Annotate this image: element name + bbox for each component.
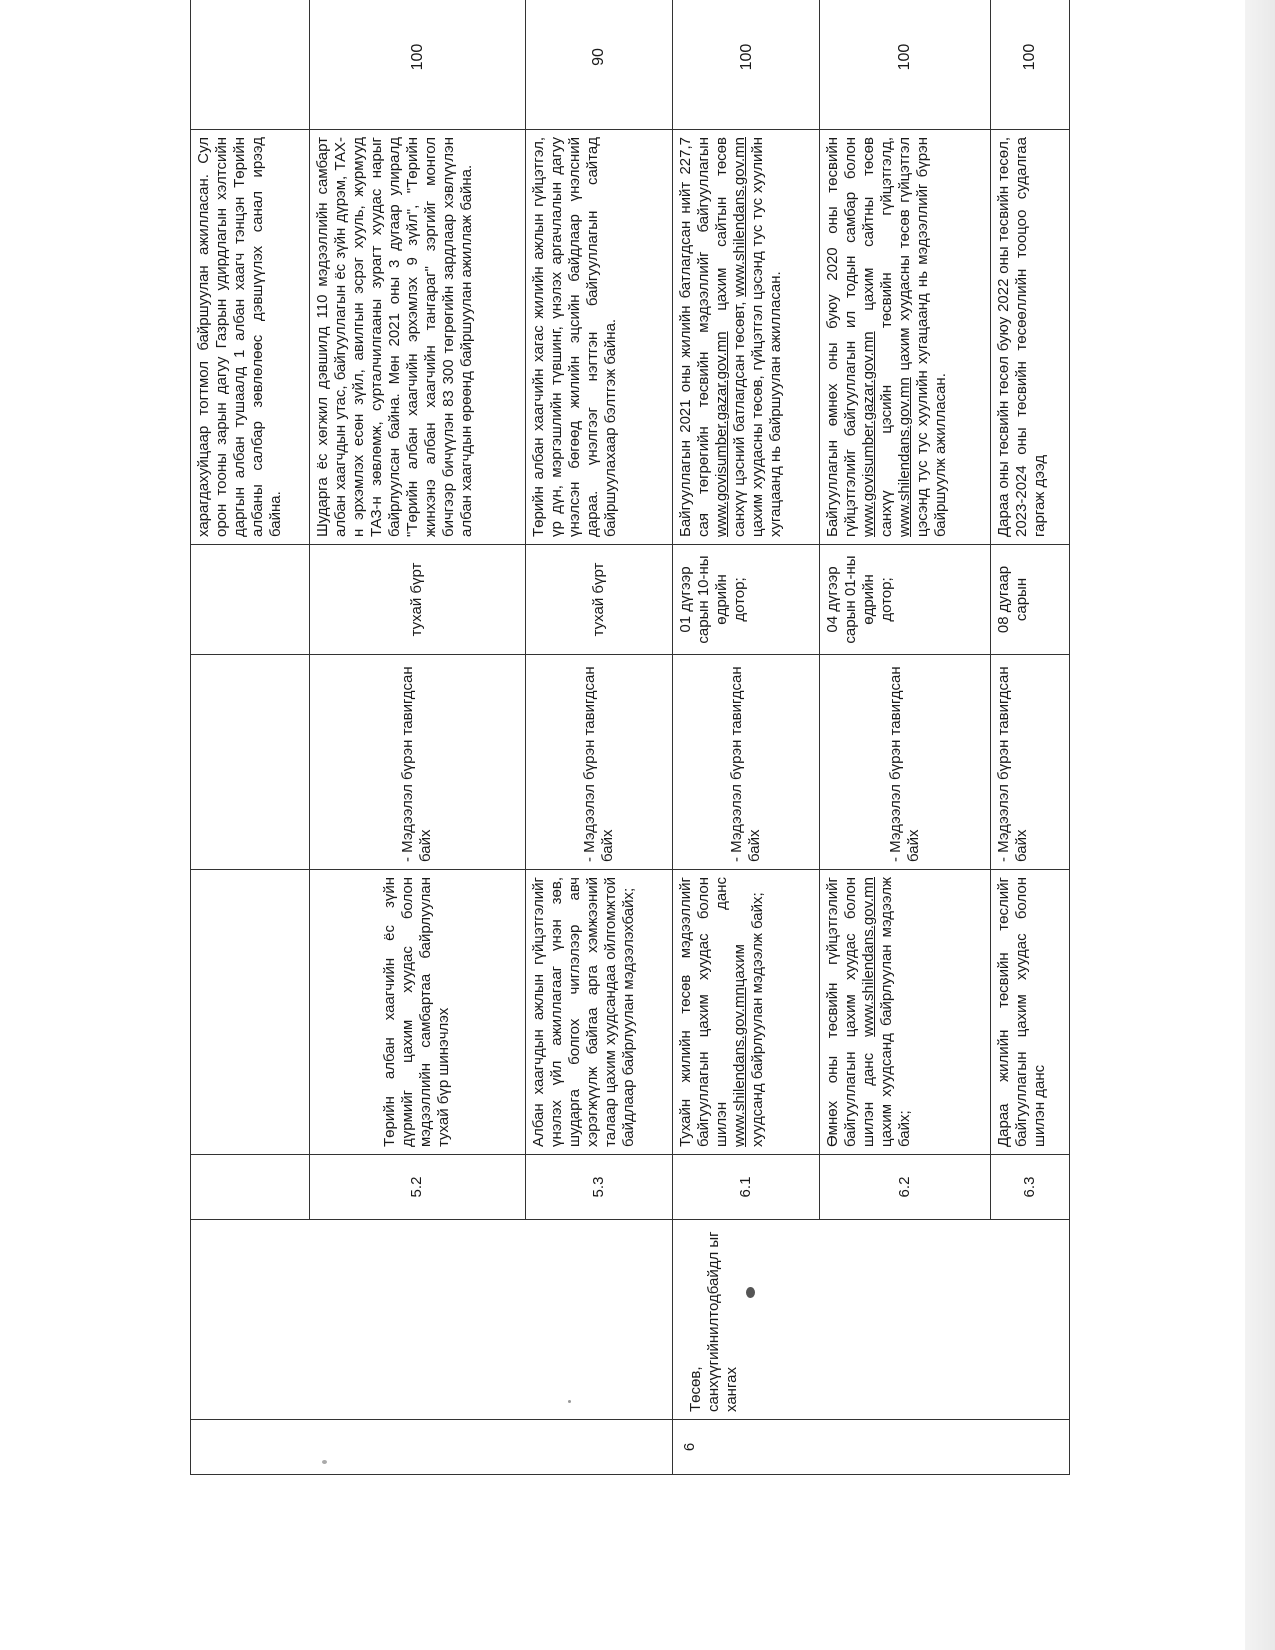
section-title: Төсөв, санхүүгийнилтодбайдл ыг хангах <box>672 1220 1069 1420</box>
result-text-part: Байгууллагын өмнөх оны буюу 2020 оны төсвийн гүйцэтгэлийг байгууллагын ил тодын самбар болон <box>824 137 860 537</box>
period-text <box>191 545 310 655</box>
indicator-text: - Мэдээлэл бүрэн тавигдсан байх <box>990 655 1069 870</box>
result-text <box>672 130 819 545</box>
task-text <box>672 870 819 1155</box>
result-text-part: Байгууллагын 2021 оны жилийн батлагдсан нийт 227,7 сая төгрөгийн төсвийн мэдээллийг байгууллагын <box>676 137 712 537</box>
period-text: тухай бүрт <box>525 545 672 655</box>
task-text-part: Өмнөх оны төсвийн гүйцэтгэлийг байгууллагын цахим хуудас болон шилэн данс <box>824 877 878 1147</box>
item-number: 6.3 <box>990 1155 1069 1220</box>
shilendans-link[interactable]: www.shilendans.gov.mn <box>896 377 914 537</box>
task-text-part: цахим хуудсанд байрлуулан мэдээлж байх; <box>730 892 766 1147</box>
task-text <box>820 870 990 1155</box>
period-text: 01 дүгээр сарын 10-ны өдрийн дотор; <box>672 545 819 655</box>
task-text-part: Тухайн жилийн төсөв мэдээллийг байгууллагын цахим хуудас болон шилэн данс <box>676 877 730 1147</box>
result-text-part: цахим сайтны төсөв санхүү цэсийн төсвийн гүйцэтгэлд, <box>860 137 896 537</box>
indicator-text: - Мэдээлэл бүрэн тавигдсан байх <box>310 655 526 870</box>
result-text-part: цахим хуудасны төсөв гүйцэтгэл цэсэнд тус тус хуулийн хугацаанд нь мэдээллийг бүрэн байршуулж ажилласан. <box>896 137 950 537</box>
task-text: Төрийн албан хаагчийн ёс зүйн дүрмийг цахим хуудас болон мэдээллийн самбартаа байрлуулан тухай бүр шинэчлэх <box>310 870 526 1155</box>
item-number: 5.3 <box>525 1155 672 1220</box>
percent-value <box>191 0 310 130</box>
percent-value: 100 <box>820 0 990 130</box>
section-number: 6 <box>672 1420 1069 1475</box>
shilendans-link[interactable]: www.shilendans.gov.mn <box>730 137 748 297</box>
rotated-page <box>190 43 1070 1475</box>
percent-value: 100 <box>990 0 1069 130</box>
result-text: харагдахуйцаар тогтмол байршуулан ажилласан. Сул орон тооны зарын дагуу Газрын удирдлагын хэлтсийн даргын албан тушаалд 1 албан хаагч тэнцэн Төрийн албаны салбар зөвлөлөөс дэвшүүлэх санал ирээд байна. <box>191 130 310 545</box>
item-number <box>191 1155 310 1220</box>
indicator-text: - Мэдээлэл бүрэн тавигдсан байх <box>525 655 672 870</box>
period-text: 08 дугаар сарын <box>990 545 1069 655</box>
table-row <box>672 0 819 1475</box>
govisumber-link[interactable]: www.govisumber.gazar.gov.mn <box>712 331 730 537</box>
section-title-cell <box>191 1220 673 1420</box>
period-text: тухай бүрт <box>310 545 526 655</box>
task-text-part: цахим хуудсанд байрлуулан мэдээлж байх; <box>878 877 914 1147</box>
scan-edge-shadow <box>1245 0 1275 1650</box>
indicator-text: - Мэдээлэл бүрэн тавигдсан байх <box>820 655 990 870</box>
action-plan-table <box>190 0 1070 1475</box>
result-text-part: цахим хуудасны төсөв, гүйцэтгэл цэсэнд тус тус хуулийн хугацаанд нь байршуулан ажилласан. <box>748 137 784 537</box>
result-text: Шударга ёс хөгжил дэвшилд 110 мэдээллийн самбарт албан хаагчдын утас, байгууллагын ёс зүйн дүрэм, ТАХ-н эрхэмлэх есөн зүйл, авилгын эсрэг хууль, журмууд ТАЗ-н зөвлөмж, сурталчилгааны зурагт хуудас нарыг байрлуулсан байна. Мөн 2021 оны 3 дугаар улиралд "Төрийн албан хаагчийн эрхэмлэх 9 зүйл", "Төрийн жинхэнэ албан хаагчийн тангараг" зэргийг монгол бичгээр бичүүлэн 83 300 төгрөгийн зардлаар хэвлүүлэн албан хаагчдын өрөөнд байршуулан ажиллаж байна. <box>310 130 526 545</box>
period-text: 04 дүгээр сарын 01-ны өдрийн дотор; <box>820 545 990 655</box>
task-text: Албан хаагчдын ажлын гүйцэтгэлийг үнэлэх үйл ажиллагааг үнэн зөв, шударга болгох чиглэлээр авч хэрэгжүүлж байгаа арга хэмжээний талаар цахим хуудсандаа ойлгомжтой байдлаар байрлуулан мэдээлэхбайх; <box>525 870 672 1155</box>
task-text <box>191 870 310 1155</box>
result-text-part: цахим сайтын төсөв санхүү цэсний батлагдсан төсөвт, <box>712 137 748 537</box>
shilendans-link[interactable]: www.shilendans.gov.mn <box>730 987 748 1147</box>
task-text: Дараа жилийн төсвийн төслийг байгууллагын цахим хуудас болон шилэн данс <box>990 870 1069 1155</box>
item-number: 6.2 <box>820 1155 990 1220</box>
percent-value: 100 <box>672 0 819 130</box>
result-text: Төрийн албан хаагчийн хагас жилийн ажлын гүйцэтгэл, үр дүн, мэргэшлийн түвшинг, үнэлэх аргачлалын дагуу үнэлсэн бөгөөд жилийн эцсийн байдлаар үнэлсний дараа. үнэлгээг нэгтгэн байгууллагын сайтад байршуулахаар бэлтгэж байна. <box>525 130 672 545</box>
table-row <box>191 0 310 1475</box>
section-number-cell <box>191 1420 673 1475</box>
percent-value: 90 <box>525 0 672 130</box>
result-text: Дараа оны төсвийн төсөл буюу 2022 оны төсвийн төсөл, 2023-2024 оны төсвийн төсөөллийн тооцоо судалгаа гаргаж дээд <box>990 130 1069 545</box>
item-number: 5.2 <box>310 1155 526 1220</box>
indicator-text <box>191 655 310 870</box>
item-number: 6.1 <box>672 1155 819 1220</box>
percent-value: 100 <box>310 0 526 130</box>
indicator-text: - Мэдээлэл бүрэн тавигдсан байх <box>672 655 819 870</box>
govisumber-link[interactable]: www.govisumber.gazar.gov.mn <box>860 331 878 537</box>
result-text <box>820 130 990 545</box>
shilendans-link[interactable]: www.shilendans.gov.mn <box>860 877 878 1037</box>
